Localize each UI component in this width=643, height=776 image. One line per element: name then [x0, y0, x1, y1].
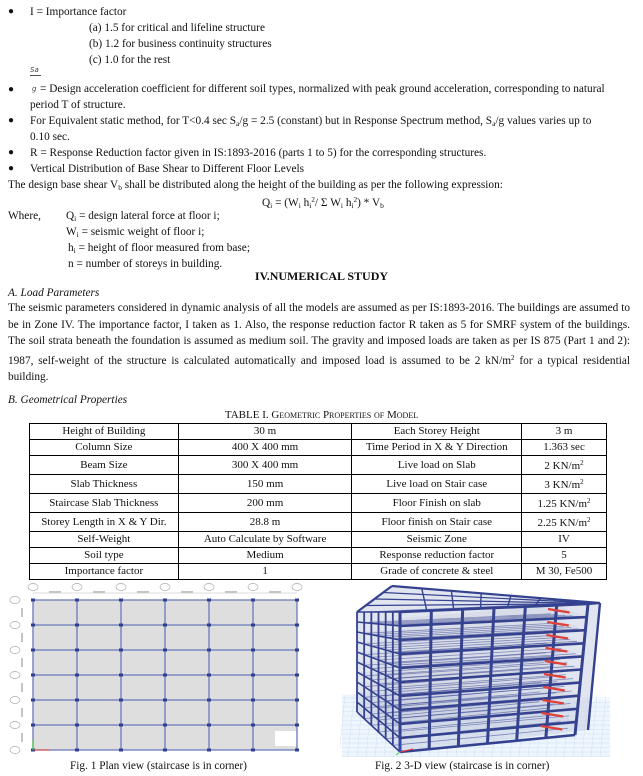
subscript: i — [351, 201, 354, 210]
property-value: M 30, Fe500 — [522, 564, 607, 580]
subscript: i — [309, 201, 312, 210]
property-value — [522, 456, 607, 475]
text: = design lateral force at floor i; — [76, 210, 220, 222]
superscript: 2 — [311, 196, 315, 204]
text: / Σ W — [314, 197, 341, 209]
grid-bubbles-y — [10, 597, 20, 754]
property-value: 1.363 sec — [522, 440, 607, 456]
property-name: Each Storey Height — [352, 424, 522, 440]
property-name: Grade of concrete & steel — [352, 564, 522, 580]
text: = (W — [272, 197, 299, 209]
text: h — [343, 197, 352, 209]
property-name: Importance factor — [30, 564, 179, 580]
r-factor-text: R = Response Reduction factor given in IS:1893-2016 (parts 1 to 5) for the corresponding structures. — [30, 147, 487, 159]
value-text: 2.25 KN/m — [537, 517, 588, 529]
property-name: Beam Size — [30, 456, 179, 475]
vertical-distribution-text: Vertical Distribution of Base Shear to Different Floor Levels — [30, 163, 304, 175]
sa-fraction-numerator: Sa — [30, 66, 41, 76]
section-title: IV.NUMERICAL STUDY — [254, 269, 389, 283]
3d-view-figure — [340, 580, 630, 760]
property-name: Seismic Zone — [352, 532, 522, 548]
table-row — [30, 513, 607, 532]
plan-view-figure — [0, 574, 310, 758]
bullet: ● — [8, 163, 15, 174]
text: Q — [262, 197, 271, 209]
subscript: b — [118, 183, 122, 192]
bullet: ● — [8, 84, 15, 95]
bullet: ● — [8, 6, 15, 17]
text: = seismic weight of floor i; — [78, 226, 205, 238]
subscript: i — [298, 201, 301, 210]
sa-definition-cont: period T of structure. — [30, 99, 126, 111]
load-parameters-paragraph — [8, 300, 630, 386]
property-value: Auto Calculate by Software — [178, 532, 352, 548]
staircase-opening — [275, 731, 297, 746]
property-name: Column Size — [30, 440, 179, 456]
superscript: 2 — [353, 196, 358, 204]
text: The seismic parameters considered in dynamic analysis of all the models are assumed as per IS:1893-2016. The buildings are assumed to be in Zone IV. The importance factor, I taken as 1. Also, the response reduction factor R taken as 5 for SMRF system of the buildings. The soil strata beneath the foundation is assumed as medium soil. The gravity and imposed loads are taken as per IS 875 (Part 1 and 2): 1987, self-weight of the structure is calculated automatically and imposed load is assumed to be 2 kN/m — [8, 302, 630, 367]
subscript: i — [73, 246, 76, 255]
superscript: 2 — [511, 353, 515, 362]
property-value: 1 — [178, 564, 352, 580]
property-value: 5 — [522, 548, 607, 564]
value-text: 2 KN/m — [544, 460, 581, 472]
subscript: b — [380, 201, 384, 210]
property-value: 3 m — [522, 424, 607, 440]
subsection-load-parameters: A. Load Parameters — [8, 287, 100, 299]
symbol: n — [68, 258, 74, 270]
symbol: Q — [66, 210, 75, 222]
subscript: a — [492, 119, 496, 128]
table-row — [30, 494, 607, 513]
text: For Equivalent static method, for T<0.4 sec S — [30, 115, 237, 127]
property-value — [522, 475, 607, 494]
property-name: Floor finish on Stair case — [352, 513, 522, 532]
subscript: i — [74, 214, 77, 223]
property-name: Live load on Stair case — [352, 475, 522, 494]
property-name: Staircase Slab Thickness — [30, 494, 179, 513]
importance-label: I = Importance factor — [30, 6, 127, 18]
property-value: IV — [522, 532, 607, 548]
property-value: 400 X 400 mm — [178, 440, 352, 456]
superscript: 2 — [587, 497, 591, 505]
text: = height of floor measured from base; — [75, 242, 250, 254]
bullet: ● — [8, 147, 15, 158]
sa-definition: = Design acceleration coefficient for different soil types, normalized with peak ground acceleration, corresponding to natural — [40, 83, 605, 95]
subscript: i — [340, 201, 344, 210]
superscript: 2 — [587, 516, 591, 524]
property-name: Live load on Slab — [352, 456, 522, 475]
property-name: Storey Length in X & Y Dir. — [30, 513, 179, 532]
text: ) * V — [357, 197, 381, 209]
superscript: 2 — [580, 478, 584, 486]
equivalent-static-text — [30, 113, 591, 132]
value-text: 1.25 KN/m — [537, 498, 588, 510]
symbol: h — [68, 242, 74, 254]
where-label: Where, — [8, 210, 41, 222]
symbol: W — [66, 226, 77, 238]
base-shear-text — [8, 177, 503, 196]
equivalent-static-cont: 0.10 sec. — [30, 131, 70, 143]
text: /g values varies up to — [495, 115, 592, 127]
subscript: i — [270, 201, 273, 210]
importance-item: (a) 1.5 for critical and lifeline structure — [89, 22, 265, 34]
importance-item: (b) 1.2 for business continuity structures — [89, 38, 272, 50]
caption-text: TABLE I. Geometric Properties of Model — [224, 409, 419, 421]
text: = number of storeys in building. — [73, 258, 223, 270]
figure-2-caption: Fig. 2 3-D view (staircase is in corner) — [375, 760, 550, 772]
geometric-properties-table — [29, 423, 607, 580]
importance-item: (c) 1.0 for the rest — [89, 54, 171, 66]
sa-fraction-denominator: g — [32, 85, 37, 93]
figure-1-caption: Fig. 1 Plan view (staircase is in corner) — [70, 760, 247, 772]
grid-bubbles-x — [28, 584, 302, 591]
property-name: Soil type — [30, 548, 179, 564]
property-name: Response reduction factor — [352, 548, 522, 564]
table-row — [30, 532, 607, 548]
superscript: 2 — [580, 459, 584, 467]
property-value — [522, 513, 607, 532]
text: /g = 2.5 (constant) but in Response Spectrum method, S — [239, 115, 493, 127]
property-value: 150 mm — [178, 475, 352, 494]
value-text: 3 KN/m — [544, 479, 581, 491]
property-name: Height of Building — [30, 424, 179, 440]
property-name: Floor Finish on slab — [352, 494, 522, 513]
property-value — [522, 494, 607, 513]
property-value: Medium — [178, 548, 352, 564]
table-row — [30, 424, 607, 440]
property-value: 200 mm — [178, 494, 352, 513]
text: The design base shear V — [8, 179, 119, 191]
property-name: Slab Thickness — [30, 475, 179, 494]
subscript: a — [236, 119, 240, 128]
property-name: Time Period in X & Y Direction — [352, 440, 522, 456]
property-name: Self-Weight — [30, 532, 179, 548]
property-value: 30 m — [178, 424, 352, 440]
text: shall be distributed along the height of the building as per the following expression: — [121, 179, 503, 191]
table-row — [30, 456, 607, 475]
subsection-geometrical-properties: B. Geometrical Properties — [8, 394, 128, 406]
subscript: i — [76, 230, 79, 239]
bullet: ● — [8, 115, 15, 126]
text: h — [300, 197, 310, 209]
base-shear-formula — [262, 192, 384, 214]
table-row — [30, 548, 607, 564]
property-value: 28.8 m — [178, 513, 352, 532]
text: for a typical residential building. — [8, 354, 630, 383]
table-row — [30, 475, 607, 494]
table-row — [30, 440, 607, 456]
table-caption — [0, 407, 643, 423]
property-value: 300 X 400 mm — [178, 456, 352, 475]
